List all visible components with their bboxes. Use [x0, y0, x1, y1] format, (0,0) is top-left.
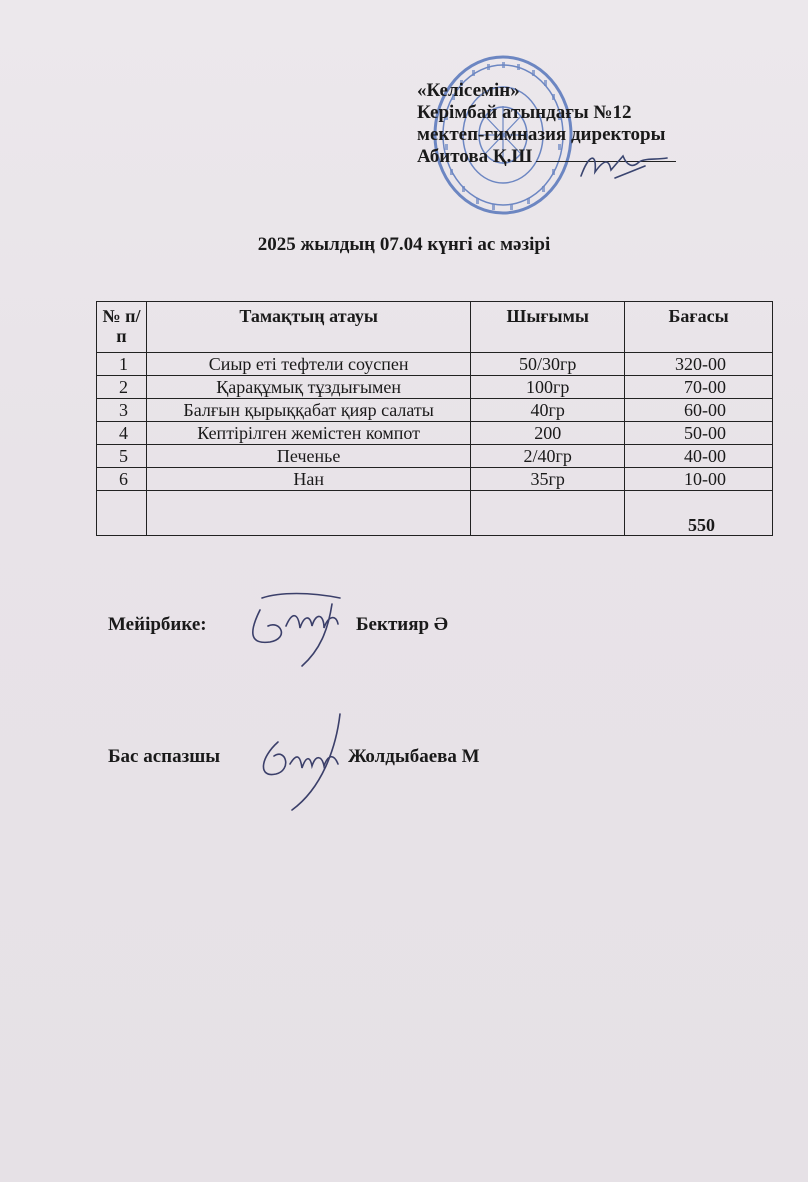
approval-line-3: мектеп-гимназия директоры — [417, 124, 666, 145]
table-row — [97, 422, 773, 445]
table-total-row — [97, 491, 773, 536]
nurse-signature-icon — [240, 590, 360, 670]
row-portion: 35гр — [471, 468, 625, 491]
total-empty-cell — [471, 491, 625, 536]
approval-line-1: «Келісемін» — [417, 80, 520, 101]
nurse-name: Бектияр Ә — [356, 614, 448, 635]
row-portion: 100гр — [471, 376, 625, 399]
row-price: 60-00 — [625, 399, 773, 422]
row-num: 5 — [97, 445, 147, 468]
row-num: 1 — [97, 353, 147, 376]
approval-line-2: Керімбай атындағы №12 — [417, 102, 632, 123]
table-row — [97, 399, 773, 422]
table-row — [97, 353, 773, 376]
row-dish-name: Печенье — [146, 445, 470, 468]
header-qty: Шығымы — [471, 302, 625, 353]
header-name: Тамақтың атауы — [146, 302, 470, 353]
row-price: 70-00 — [625, 376, 773, 399]
row-portion: 50/30гр — [471, 353, 625, 376]
row-portion: 40гр — [471, 399, 625, 422]
cook-name: Жолдыбаева М — [348, 746, 480, 767]
row-price: 50-00 — [625, 422, 773, 445]
table-header-row — [97, 302, 773, 353]
total-price: 550 — [625, 491, 773, 536]
director-signature-icon — [575, 148, 685, 188]
cook-signature-icon — [252, 708, 362, 818]
table-row — [97, 376, 773, 399]
cook-label: Бас аспазшы — [108, 746, 221, 767]
menu-title: 2025 жылдың 07.04 күнгі ас мәзірі — [257, 234, 551, 255]
row-portion: 200 — [471, 422, 625, 445]
total-empty-cell — [97, 491, 147, 536]
row-portion: 2/40гр — [471, 445, 625, 468]
row-dish-name: Балғын қырыққабат қияр салаты — [146, 399, 470, 422]
header-price: Бағасы — [625, 302, 773, 353]
row-num: 3 — [97, 399, 147, 422]
row-price: 10-00 — [625, 468, 773, 491]
table-row — [97, 445, 773, 468]
table-row — [97, 468, 773, 491]
row-dish-name: Нан — [146, 468, 470, 491]
row-price: 320-00 — [625, 353, 773, 376]
row-num: 6 — [97, 468, 147, 491]
total-empty-cell — [146, 491, 470, 536]
nurse-label: Мейірбике: — [108, 614, 207, 635]
row-price: 40-00 — [625, 445, 773, 468]
row-dish-name: Қарақұмық тұздығымен — [146, 376, 470, 399]
row-dish-name: Кептірілген жемістен компот — [146, 422, 470, 445]
director-name: Абитова Қ.Ш — [417, 146, 533, 167]
header-num: № п/п — [97, 302, 147, 353]
row-dish-name: Сиыр еті тефтели соуспен — [146, 353, 470, 376]
row-num: 4 — [97, 422, 147, 445]
menu-table — [96, 301, 773, 536]
row-num: 2 — [97, 376, 147, 399]
